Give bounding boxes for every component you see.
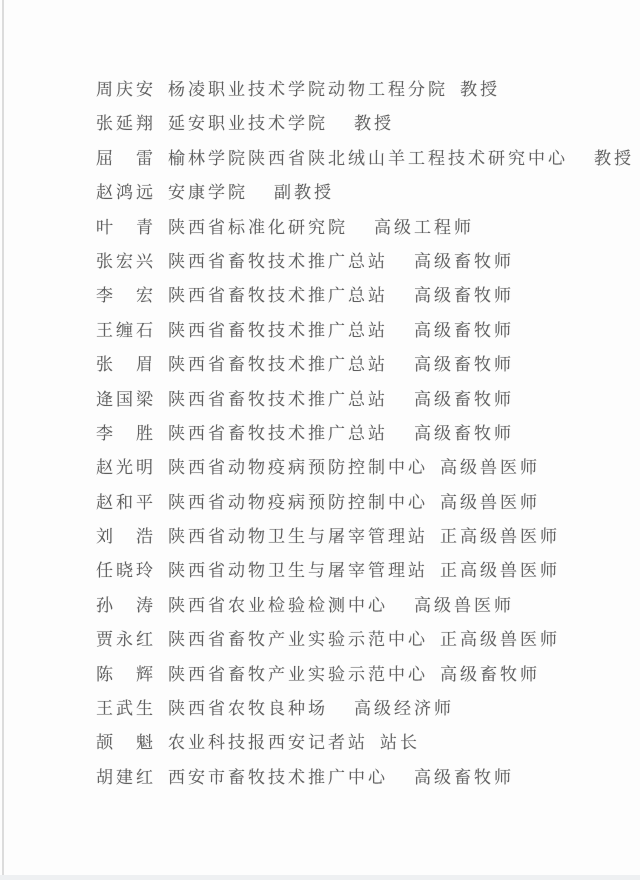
- person-institution: 陕西省农牧良种场: [168, 699, 328, 719]
- person-name: 屈 雷: [96, 148, 156, 168]
- person-institution: 陕西省农业检验检测中心: [168, 595, 388, 615]
- person-title: 高级畜牧师: [414, 389, 514, 409]
- person-title: 高级经济师: [354, 699, 454, 719]
- table-row: [96, 692, 620, 726]
- person-title: 高级畜牧师: [440, 664, 540, 684]
- person-name: 李 宏: [96, 286, 156, 306]
- person-title: 教授: [460, 80, 500, 99]
- table-row: [96, 589, 620, 623]
- table-row: [96, 520, 620, 554]
- table-row: [96, 623, 620, 657]
- person-institution: 安康学院: [168, 183, 248, 203]
- table-row: [96, 658, 620, 692]
- person-institution: 陕西省畜牧技术推广总站: [168, 251, 388, 271]
- person-name: 赵鸿远: [96, 183, 156, 203]
- table-row: [96, 451, 620, 485]
- table-row: [96, 279, 620, 313]
- table-row: [96, 107, 620, 141]
- person-institution: 西安市畜牧技术推广中心: [168, 767, 388, 787]
- table-row: [96, 726, 620, 760]
- person-title: 教授: [594, 148, 634, 168]
- person-institution: 陕西省畜牧技术推广总站: [168, 355, 388, 375]
- person-title: 高级兽医师: [440, 492, 540, 512]
- expert-name-list: [96, 73, 634, 795]
- table-row: [96, 761, 620, 795]
- person-institution: 榆林学院陕西省陕北绒山羊工程技术研究中心: [168, 148, 568, 168]
- person-title: 教授: [354, 114, 394, 134]
- person-institution: 陕西省畜牧技术推广总站: [168, 286, 388, 306]
- person-institution: 陕西省畜牧技术推广总站: [168, 320, 388, 340]
- person-name: 颉 魁: [96, 733, 156, 753]
- table-row: [96, 417, 620, 451]
- person-name: 周庆安: [96, 80, 156, 99]
- table-row: [96, 486, 620, 520]
- person-institution: 陕西省畜牧产业实验示范中心: [168, 630, 428, 650]
- table-row: [96, 383, 620, 417]
- person-institution: 陕西省标准化研究院: [168, 217, 348, 237]
- person-name: 贾永红: [96, 630, 156, 650]
- person-title: 高级畜牧师: [414, 286, 514, 306]
- person-title: 高级畜牧师: [414, 767, 514, 787]
- table-row: [96, 348, 620, 382]
- person-title: 副教授: [274, 183, 334, 203]
- person-name: 赵光明: [96, 458, 156, 478]
- person-institution: 陕西省畜牧技术推广总站: [168, 423, 388, 443]
- person-institution: 陕西省动物卫生与屠宰管理站: [168, 527, 428, 547]
- person-name: 张宏兴: [96, 251, 156, 271]
- person-institution: 陕西省动物疫病预防控制中心: [168, 492, 428, 512]
- person-institution: 延安职业技术学院: [168, 114, 328, 134]
- scan-edge-bottom: [0, 875, 640, 880]
- person-institution: 农业科技报西安记者站: [168, 733, 368, 753]
- person-name: 张 眉: [96, 355, 156, 375]
- person-title: 高级畜牧师: [414, 320, 514, 340]
- person-title: 正高级兽医师: [440, 527, 560, 547]
- person-institution: 陕西省畜牧产业实验示范中心: [168, 664, 428, 684]
- person-title: 高级畜牧师: [414, 251, 514, 271]
- person-name: 赵和平: [96, 492, 156, 512]
- person-title: 正高级兽医师: [440, 561, 560, 581]
- table-row: [96, 176, 620, 210]
- table-row: [96, 73, 620, 107]
- table-row: [96, 211, 620, 245]
- person-title: 高级工程师: [374, 217, 474, 237]
- person-name: 王缠石: [96, 320, 156, 340]
- person-name: 任晓玲: [96, 561, 156, 581]
- person-title: 高级兽医师: [414, 595, 514, 615]
- table-row: [96, 245, 620, 279]
- person-name: 刘 浩: [96, 527, 156, 547]
- person-name: 逄国梁: [96, 389, 156, 409]
- person-title: 高级畜牧师: [414, 423, 514, 443]
- person-title: 站长: [380, 733, 420, 753]
- person-title: 高级畜牧师: [414, 355, 514, 375]
- person-name: 胡建红: [96, 767, 156, 787]
- table-row: [96, 554, 620, 588]
- person-title: 正高级兽医师: [440, 630, 560, 650]
- person-institution: 陕西省畜牧技术推广总站: [168, 389, 388, 409]
- scan-edge-left: [2, 0, 4, 880]
- person-title: 高级兽医师: [440, 458, 540, 478]
- person-name: 张延翔: [96, 114, 156, 134]
- person-institution: 陕西省动物卫生与屠宰管理站: [168, 561, 428, 581]
- person-name: 陈 辉: [96, 664, 156, 684]
- person-name: 孙 涛: [96, 595, 156, 615]
- person-institution: 杨凌职业技术学院动物工程分院: [168, 80, 448, 99]
- table-row: [96, 142, 634, 176]
- person-name: 叶 青: [96, 217, 156, 237]
- person-name: 王武生: [96, 699, 156, 719]
- person-institution: 陕西省动物疫病预防控制中心: [168, 458, 428, 478]
- person-name: 李 胜: [96, 423, 156, 443]
- table-row: [96, 314, 620, 348]
